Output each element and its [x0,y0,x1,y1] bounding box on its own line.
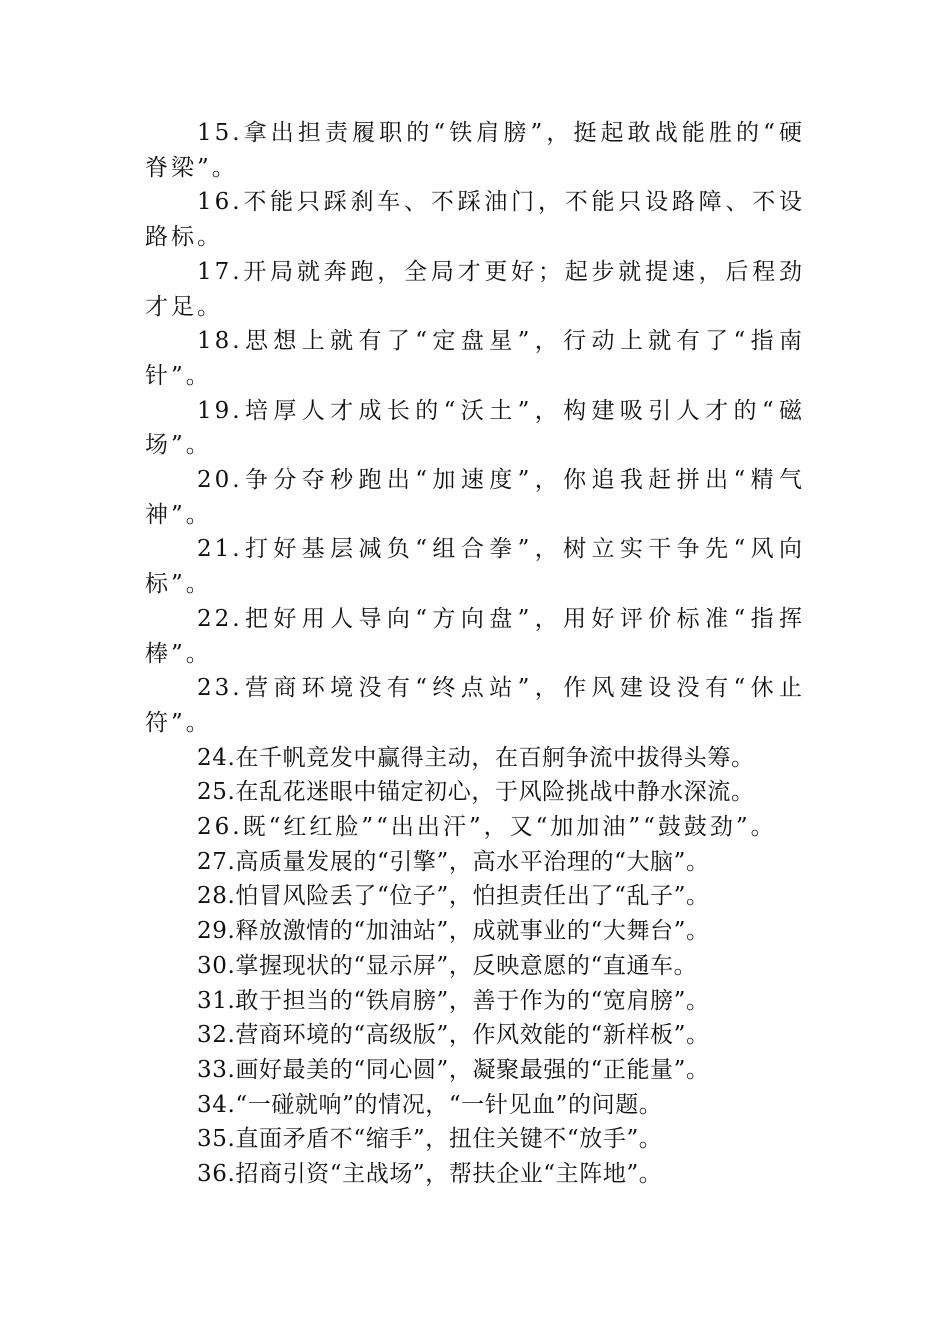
list-item: 25.在乱花迷眼中锚定初心，于风险挑战中静水深流。 [197,779,755,806]
list-item: 29.释放激情的“加油站”，成就事业的“大舞台”。 [197,918,710,945]
list-item: 18.思想上就有了“定盘星”，行动上就有了“指南针”。 [145,328,805,389]
list-item: 16.不能只踩刹车、不踩油门，不能只设路障、不设路标。 [145,189,805,251]
list-item: 35.直面矛盾不“缩手”，扭住关键不“放手”。 [197,1126,663,1153]
list-item: 15.拿出担责履职的“铁肩膀”，挺起敢战能胜的“硬脊梁”。 [145,120,805,181]
list-item: 17.开局就奔跑，全局才更好；起步就提速，后程劲才足。 [145,258,805,320]
list-item: 30.掌握现状的“显示屏”，反映意愿的“直通车。 [197,952,698,979]
list-item: 28.怕冒风险丢了“位子”，怕担责任出了“乱子”。 [197,883,710,910]
list-item: 32.营商环境的“高级版”，作风效能的“新样板”。 [197,1022,710,1049]
list-item: 36.招商引资“主战场”，帮扶企业“主阵地”。 [197,1161,663,1188]
list-item: 19.培厚人才成长的“沃土”，构建吸引人才的“磁场”。 [145,397,805,459]
list-item: 22.把好用人导向“方向盘”，用好评价标准“指挥棒”。 [145,605,805,667]
list-item: 27.高质量发展的“引擎”，高水平治理的“大脑”。 [197,848,710,875]
list-item: 21.打好基层减负“组合拳”，树立实干争先“风向标”。 [145,536,805,598]
list-item: 34.“一碰就响”的情况，“一针见血”的问题。 [197,1091,663,1118]
list-item: 26.既“红红脸”“出出汗”，又“加加油”“鼓鼓劲”。 [197,814,777,841]
list-item: 20.争分夺秒跑出“加速度”，你追我赶拼出“精气神”。 [145,467,805,528]
list-item: 23.营商环境没有“终点站”，作风建设没有“休止符”。 [145,675,805,736]
document-body [145,116,805,1192]
list-item: 33.画好最美的“同心圆”，凝聚最强的“正能量”。 [197,1056,710,1083]
list-item: 31.敢于担当的“铁肩膀”，善于作为的“宽肩膀”。 [197,987,710,1014]
list-item: 24.在千帆竞发中赢得主动，在百舸争流中拔得头筹。 [197,744,755,771]
